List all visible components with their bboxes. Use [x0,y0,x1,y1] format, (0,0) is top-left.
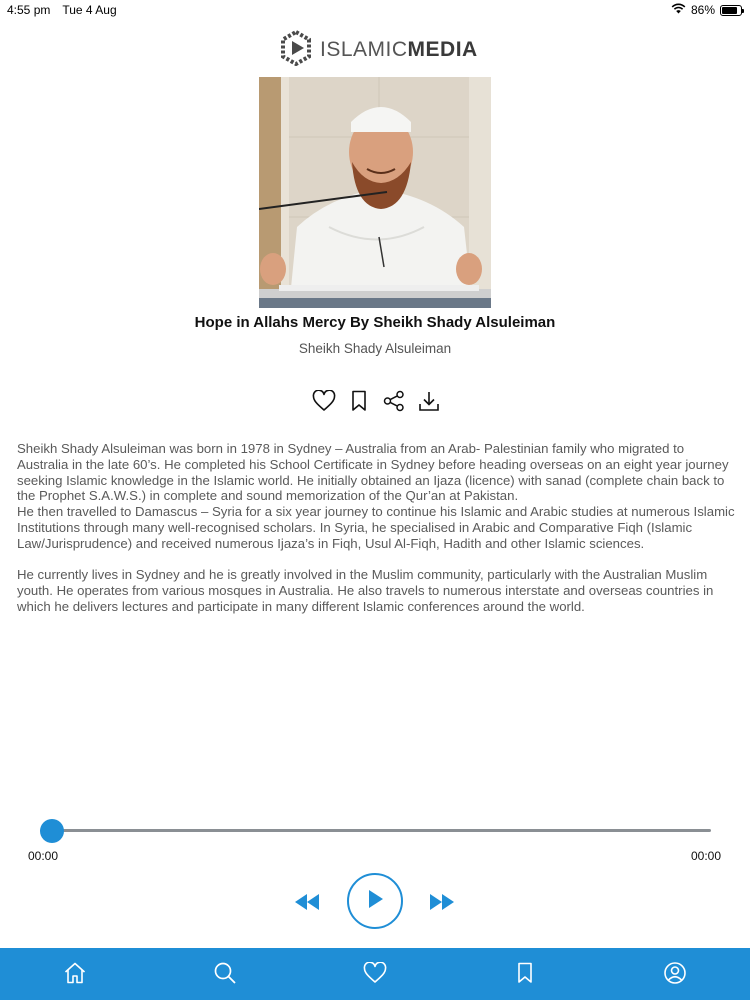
description-paragraph: He then travelled to Damascus – Syria for a six year journey to continue his Islamic and Arabic studies at numerous Islamic Institutions through many well-recognised scholars. In Syria, he specialised in Arabic and Comparative Fiqh (Islamic Law/Jurisprudence) and received numerous Ijaza’s in Fiqh, Usul Al-Fiqh, Hadith and other Islamic sciences. [17,504,735,551]
status-time: 4:55 pm [7,3,51,17]
track-title: Hope in Allahs Mercy By Sheikh Shady Alsuleiman [194,314,556,331]
search-icon [213,961,237,990]
home-icon [63,961,87,990]
current-time: 00:00 [28,849,59,863]
share-button[interactable] [382,391,406,415]
progress-track [40,829,711,832]
total-time: 00:00 [690,849,721,863]
tab-search[interactable] [212,962,238,988]
battery-icon [720,5,742,16]
favorite-button[interactable] [312,391,336,415]
share-icon [383,390,405,417]
description-paragraph: Sheikh Shady Alsuleiman was born in 1978 in Sydney – Australia from an Arab- Palestinian family who migrated to Australia in the late 60’s. He completed his School Certificate in Sydney before heading overseas on an eight year journey seeking Islamic knowledge in the Islamic world. He initially obtained an Ijaza (licence) with sanad (complete chain back to the Prophet S.A.W.S.) in complete and sound memorization of the Qur’an at Pakistan. [17,441,729,504]
tab-bookmarks[interactable] [512,962,538,988]
play-icon [366,889,384,914]
logo-play-icon [278,30,314,71]
tab-profile[interactable] [662,962,688,988]
bookmark-icon [517,962,533,989]
bottom-tab-bar [0,948,750,1000]
download-button[interactable] [417,391,441,415]
play-button[interactable] [347,873,403,929]
logo-text-islamic: ISLAMIC [320,38,408,61]
track-actions [312,391,441,415]
wifi-icon [671,3,686,17]
fast-forward-icon [429,898,455,915]
heart-icon [312,390,336,417]
rewind-icon [294,898,320,915]
track-artist[interactable]: Sheikh Shady Alsuleiman [298,341,452,356]
playback-controls [0,873,750,929]
description-paragraph: He currently lives in Sydney and he is greatly involved in the Muslim community, particularly with the Australian Muslim youth. He operates from various mosques in Australia. He also travels to numerous interstate and overseas countries in which he delivers lectures and participate in many different Islamic conferences around the world. [17,567,714,614]
heart-icon [363,962,387,989]
fast-forward-button[interactable] [429,893,455,911]
download-icon [418,390,440,417]
tab-favorites[interactable] [362,962,388,988]
track-description [17,441,735,615]
logo-text [320,38,478,62]
rewind-button[interactable] [294,893,320,911]
status-bar [0,0,750,20]
progress-thumb[interactable] [40,819,64,843]
bookmark-icon [351,390,367,417]
cover-image [259,77,491,308]
logo-text-media: MEDIA [407,38,478,61]
bookmark-button[interactable] [347,391,371,415]
status-date: Tue 4 Aug [62,3,117,17]
progress-slider[interactable] [40,820,711,840]
tab-home[interactable] [62,962,88,988]
profile-icon [663,961,687,990]
battery-percent: 86% [690,3,715,17]
app-logo [278,32,478,68]
